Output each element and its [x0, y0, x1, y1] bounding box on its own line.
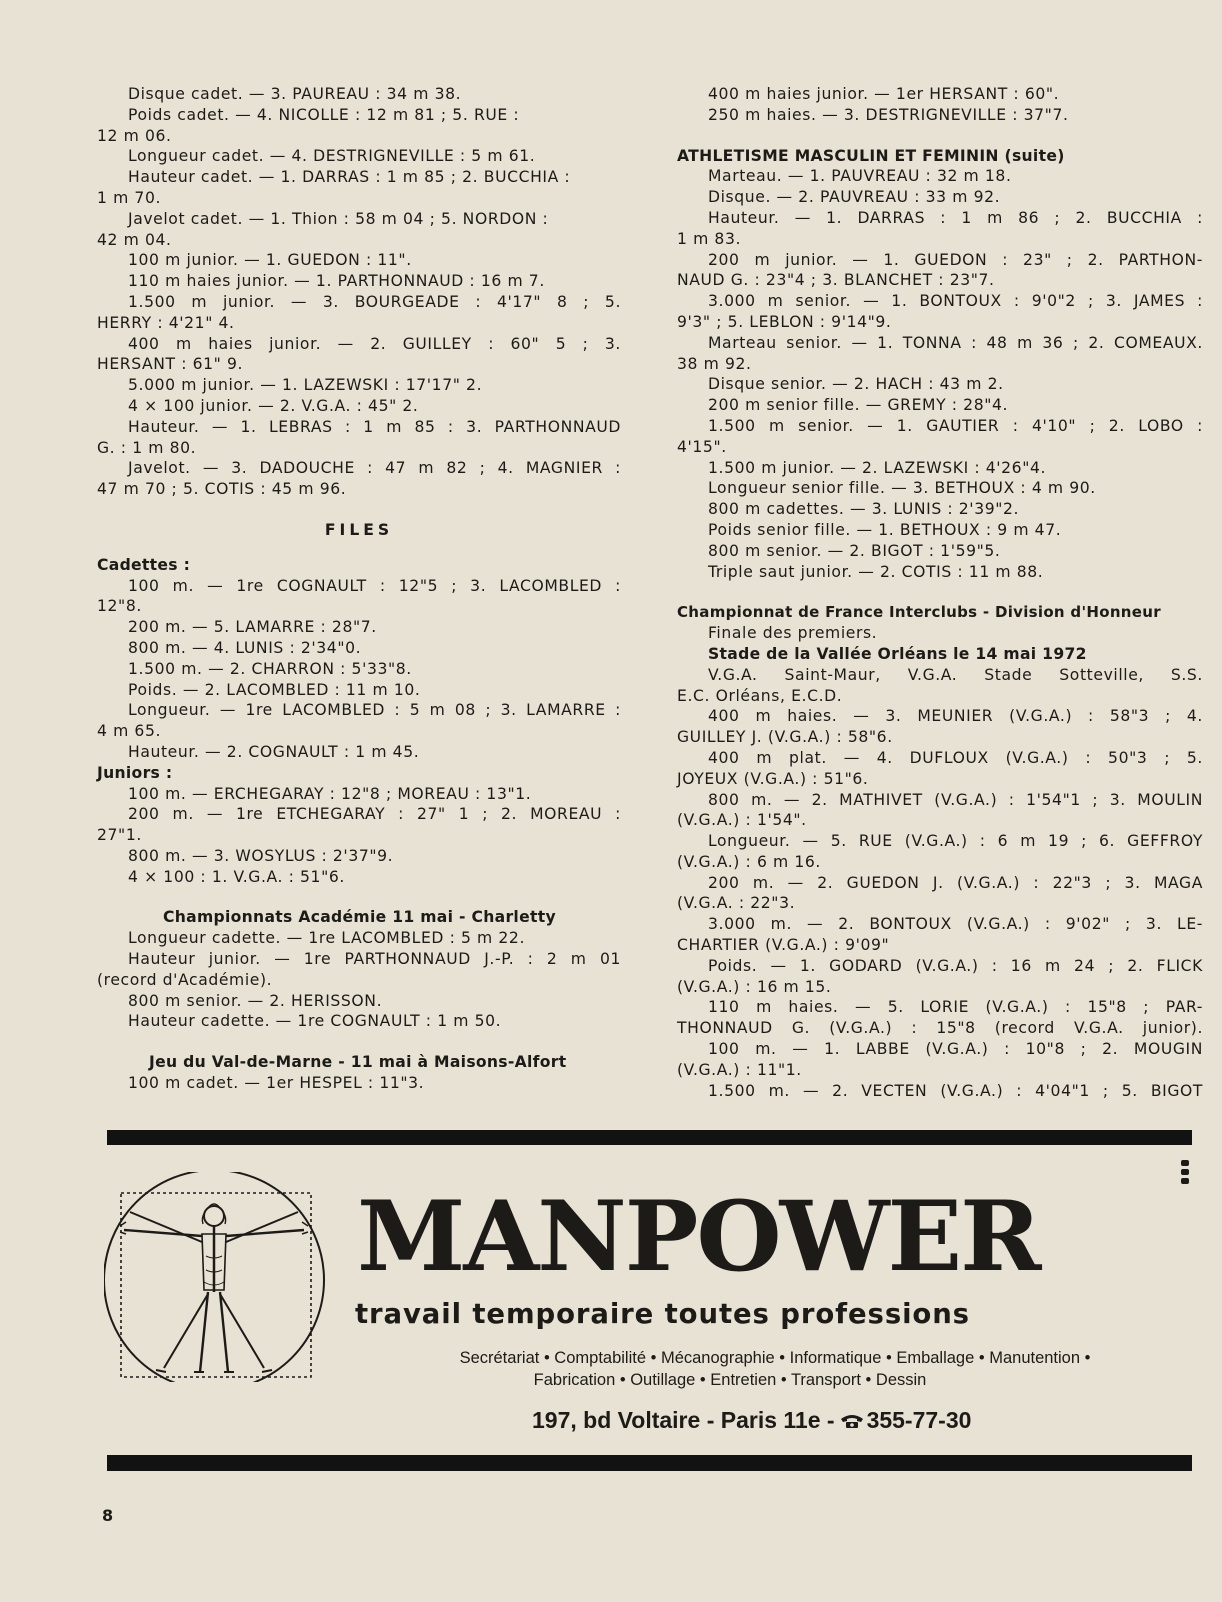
- result-line: Longueur senior fille. — 3. BETHOUX : 4 m 90.: [708, 479, 1096, 498]
- section-heading: Jeu du Val-de-Marne - 11 mai à Maisons-Alfort: [149, 1053, 567, 1072]
- result-line: Poids senior fille. — 1. BETHOUX : 9 m 47.: [708, 520, 1062, 539]
- result-line: 4 × 100 : 1. V.G.A. : 51"6.: [128, 867, 345, 886]
- result-line: Hauteur junior. — 1re PARTHONNAUD J.-P. : 2 m 01: [128, 950, 621, 969]
- result-line: Poids. — 1. GODARD (V.G.A.) : 16 m 24 ; 2. FLICK: [708, 956, 1203, 975]
- result-line: 800 m cadettes. — 3. LUNIS : 2'39"2.: [708, 500, 1020, 519]
- result-line: Disque. — 2. PAUVREAU : 33 m 92.: [708, 188, 1001, 207]
- result-line: Marteau. — 1. PAUVREAU : 32 m 18.: [708, 167, 1012, 186]
- services-line-1: Secrétariat • Comptabilité • Mécanographie • Informatique • Emballage • Manutention •: [459, 1349, 1091, 1367]
- result-line: Longueur. — 5. RUE (V.G.A.) : 6 m 19 ; 6. GEFFROY: [708, 832, 1203, 851]
- result-line: 800 m. — 3. WOSYLUS : 2'37"9.: [128, 846, 394, 865]
- result-line: (V.G.A. : 22"3.: [677, 894, 796, 913]
- result-line: 250 m haies. — 3. DESTRIGNEVILLE : 37"7.: [708, 105, 1069, 124]
- spacer: [97, 500, 621, 520]
- result-line: 100 m. — 1. LABBE (V.G.A.) : 10"8 ; 2. MOUGIN: [708, 1040, 1203, 1059]
- result-line: Longueur cadette. — 1re LACOMBLED : 5 m 22.: [128, 929, 526, 948]
- spacer: [97, 1032, 621, 1052]
- result-line: 1 m 83.: [677, 229, 742, 248]
- page-number: 8: [102, 1506, 114, 1525]
- result-line: Hauteur cadette. — 1re COGNAULT : 1 m 50.: [128, 1012, 502, 1031]
- spacer: [97, 541, 621, 555]
- result-line: THONNAUD G. (V.G.A.) : 15"8 (record V.G.A. junior).: [677, 1019, 1203, 1038]
- result-line: CHARTIER (V.G.A.) : 9'09": [677, 936, 890, 955]
- left-column: [97, 84, 621, 1094]
- result-line: JOYEUX (V.G.A.) : 51"6.: [677, 769, 869, 788]
- result-line: 110 m haies junior. — 1. PARTHONNAUD : 16 m 7.: [128, 272, 545, 291]
- result-line: Marteau senior. — 1. TONNA : 48 m 36 ; 2. COMEAUX.: [708, 333, 1203, 352]
- result-line: 4 m 65.: [97, 722, 162, 741]
- result-line: 1.500 m junior. — 2. LAZEWSKI : 4'26"4.: [708, 458, 1047, 477]
- result-line: 1.500 m senior. — 1. GAUTIER : 4'10" ; 2. LOBO :: [708, 416, 1203, 435]
- result-line: Hauteur. — 1. LEBRAS : 1 m 85 : 3. PARTHONNAUD: [128, 417, 621, 436]
- spacer: [677, 126, 1203, 146]
- address-text: 197, bd Voltaire - Paris 11e -: [532, 1407, 835, 1433]
- result-line: Hauteur cadet. — 1. DARRAS : 1 m 85 ; 2. BUCCHIA :: [128, 168, 571, 187]
- result-line: 800 m. — 2. MATHIVET (V.G.A.) : 1'54"1 ; 3. MOULIN: [708, 790, 1203, 809]
- result-line: (V.G.A.) : 6 m 16.: [677, 852, 821, 871]
- section-heading: Cadettes :: [97, 555, 191, 574]
- result-line: Disque senior. — 2. HACH : 43 m 2.: [708, 375, 1004, 394]
- result-line: 200 m. — 5. LAMARRE : 28"7.: [128, 618, 377, 637]
- result-line: 100 m. — ERCHEGARAY : 12"8 ; MOREAU : 13"1.: [128, 784, 532, 803]
- result-line: 400 m haies junior. — 1er HERSANT : 60".: [708, 85, 1060, 103]
- result-line: Longueur. — 1re LACOMBLED : 5 m 08 ; 3. LAMARRE :: [128, 701, 621, 720]
- result-line: Javelot cadet. — 1. Thion : 58 m 04 ; 5. NORDON :: [128, 209, 549, 228]
- result-line: Poids. — 2. LACOMBLED : 11 m 10.: [128, 680, 421, 699]
- result-line: 1 m 70.: [97, 188, 162, 207]
- registration-marks-icon: [1180, 1160, 1190, 1186]
- result-line: Poids cadet. — 4. NICOLLE : 12 m 81 ; 5. RUE :: [128, 105, 520, 124]
- result-line: 800 m senior. — 2. HERISSON.: [128, 991, 383, 1010]
- spacer: [677, 582, 1203, 602]
- result-line: 38 m 92.: [677, 354, 752, 373]
- result-line: 5.000 m junior. — 1. LAZEWSKI : 17'17" 2.: [128, 376, 483, 395]
- result-line: Hauteur. — 1. DARRAS : 1 m 86 ; 2. BUCCHIA :: [708, 208, 1203, 227]
- result-line: (V.G.A.) : 11"1.: [677, 1060, 802, 1079]
- result-line: 200 m junior. — 1. GUEDON : 23" ; 2. PARTHON-: [708, 250, 1203, 269]
- result-line: 27"1.: [97, 826, 142, 845]
- result-line: (record d'Académie).: [97, 970, 273, 989]
- result-line: 200 m. — 2. GUEDON J. (V.G.A.) : 22"3 ; 3. MAGA: [708, 873, 1203, 892]
- result-line: 3.000 m senior. — 1. BONTOUX : 9'0"2 ; 3. JAMES :: [708, 292, 1203, 311]
- vitruvian-man-icon: [104, 1172, 326, 1382]
- result-line: Hauteur. — 2. COGNAULT : 1 m 45.: [128, 742, 420, 761]
- result-line: Triple saut junior. — 2. COTIS : 11 m 88.: [708, 562, 1044, 581]
- result-line: 1.500 m. — 2. VECTEN (V.G.A.) : 4'04"1 ; 5. BIGOT: [708, 1081, 1203, 1100]
- spacer: [97, 887, 621, 907]
- result-line: 3.000 m. — 2. BONTOUX (V.G.A.) : 9'02" ; 3. LE-: [708, 915, 1203, 934]
- result-line: 12 m 06.: [97, 126, 172, 145]
- result-line: 200 m senior fille. — GREMY : 28"4.: [708, 396, 1009, 415]
- result-line: 800 m senior. — 2. BIGOT : 1'59"5.: [708, 541, 1001, 560]
- result-line: E.C. Orléans, E.C.D.: [677, 686, 843, 705]
- result-line: 100 m. — 1re COGNAULT : 12"5 ; 3. LACOMBLED :: [128, 576, 621, 595]
- result-line: 1.500 m junior. — 3. BOURGEADE : 4'17" 8 ; 5.: [128, 292, 621, 311]
- result-line: 100 m junior. — 1. GUEDON : 11".: [128, 251, 412, 270]
- section-heading: FILES: [324, 520, 394, 539]
- telephone-icon: [839, 1408, 865, 1435]
- result-line: 47 m 70 ; 5. COTIS : 45 m 96.: [97, 480, 347, 499]
- result-line: 110 m haies. — 5. LORIE (V.G.A.) : 15"8 ; PAR-: [708, 998, 1203, 1017]
- section-heading: ATHLETISME MASCULIN ET FEMININ (suite): [677, 146, 1065, 165]
- result-line: 400 m plat. — 4. DUFLOUX (V.G.A.) : 50"3 ; 5.: [708, 748, 1203, 767]
- brand-tagline: travail temporaire toutes professions: [355, 1298, 970, 1330]
- result-line: 12"8.: [97, 597, 142, 616]
- result-line: 400 m haies junior. — 2. GUILLEY : 60" 5 ; 3.: [128, 334, 621, 353]
- result-line: Disque cadet. — 3. PAUREAU : 34 m 38.: [128, 85, 462, 103]
- result-line: (V.G.A.) : 16 m 15.: [677, 977, 832, 996]
- section-heading: Stade de la Vallée Orléans le 14 mai 1972: [708, 644, 1087, 663]
- ad-bottom-rule: [107, 1455, 1192, 1471]
- result-line: 400 m haies. — 3. MEUNIER (V.G.A.) : 58"3 ; 4.: [708, 707, 1203, 726]
- result-line: Longueur cadet. — 4. DESTRIGNEVILLE : 5 m 61.: [128, 147, 536, 166]
- brand-logo: MANPOWER: [357, 1180, 1040, 1293]
- result-line: 4 × 100 junior. — 2. V.G.A. : 45" 2.: [128, 396, 419, 415]
- result-line: HERSANT : 61" 9.: [97, 355, 244, 374]
- result-line: (V.G.A.) : 1'54".: [677, 811, 807, 830]
- result-line: GUILLEY J. (V.G.A.) : 58"6.: [677, 728, 893, 747]
- result-line: NAUD G. : 23"4 ; 3. BLANCHET : 23"7.: [677, 271, 995, 290]
- result-line: 1.500 m. — 2. CHARRON : 5'33"8.: [128, 659, 412, 678]
- section-heading: Juniors :: [97, 763, 173, 782]
- ad-top-rule: [107, 1130, 1192, 1145]
- result-line: G. : 1 m 80.: [97, 438, 197, 457]
- result-line: 4'15".: [677, 437, 727, 456]
- result-line: 200 m. — 1re ETCHEGARAY : 27" 1 ; 2. MOREAU :: [128, 805, 621, 824]
- result-line: 100 m cadet. — 1er HESPEL : 11"3.: [128, 1074, 425, 1093]
- result-line: 800 m. — 4. LUNIS : 2'34"0.: [128, 638, 362, 657]
- result-line: HERRY : 4'21" 4.: [97, 313, 235, 332]
- result-line: Javelot. — 3. DADOUCHE : 47 m 82 ; 4. MAGNIER :: [128, 459, 621, 478]
- section-heading: Championnats Académie 11 mai - Charletty: [163, 908, 556, 927]
- result-line: Finale des premiers.: [708, 624, 878, 643]
- section-heading: Championnat de France Interclubs - Division d'Honneur: [677, 603, 1161, 622]
- result-line: 9'3" ; 5. LEBLON : 9'14"9.: [677, 312, 892, 331]
- services-line-2: Fabrication • Outillage • Entretien • Transport • Dessin: [533, 1371, 927, 1389]
- result-line: V.G.A. Saint-Maur, V.G.A. Stade Sotteville, S.S.: [708, 665, 1203, 684]
- right-column: [677, 84, 1203, 1101]
- address-line: [532, 1407, 971, 1435]
- result-line: 42 m 04.: [97, 230, 172, 249]
- phone-number: 355-77-30: [866, 1407, 972, 1433]
